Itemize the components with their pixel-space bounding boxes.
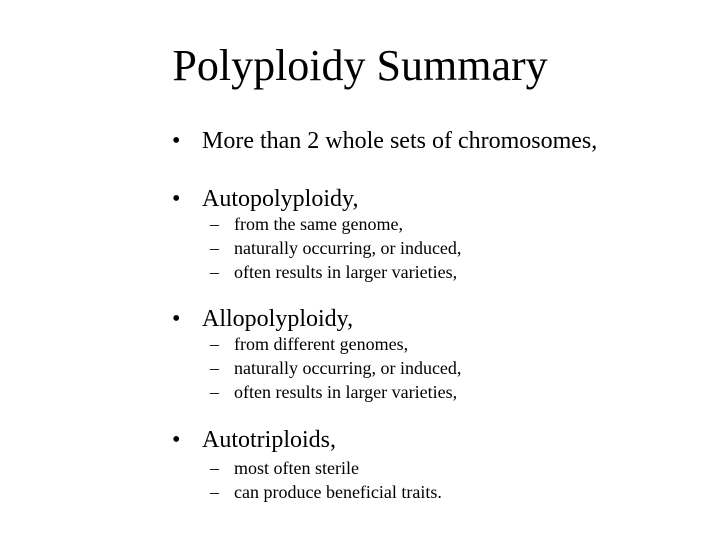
sub-bullet-item bbox=[210, 213, 403, 235]
bullet-text: Autotriploids, bbox=[202, 427, 337, 453]
bullet-item bbox=[172, 184, 358, 214]
bullet-dot: • bbox=[172, 306, 181, 332]
sub-bullet-dash: – bbox=[210, 358, 219, 378]
bullet-dot: • bbox=[172, 128, 181, 154]
bullet-item bbox=[172, 304, 353, 334]
bullet-text: More than 2 whole sets of chromosomes, bbox=[202, 128, 598, 154]
bullet-dot: • bbox=[172, 427, 181, 453]
bullet-text: Autopolyploidy, bbox=[202, 186, 359, 212]
bullet-item bbox=[172, 126, 597, 156]
sub-bullet-text: often results in larger varieties, bbox=[234, 262, 458, 282]
bullet-item bbox=[172, 425, 336, 455]
sub-bullet-item bbox=[210, 481, 442, 503]
slide-title: Polyploidy Summary bbox=[172, 41, 548, 90]
sub-bullet-text: from different genomes, bbox=[234, 334, 409, 354]
sub-bullet-dash: – bbox=[210, 458, 219, 478]
sub-bullet-dash: – bbox=[210, 262, 219, 282]
sub-bullet-text: often results in larger varieties, bbox=[234, 382, 458, 402]
sub-bullet-dash: – bbox=[210, 334, 219, 354]
sub-bullet-dash: – bbox=[210, 482, 219, 502]
sub-bullet-dash: – bbox=[210, 214, 219, 234]
sub-bullet-text: can produce beneficial traits. bbox=[234, 482, 442, 502]
sub-bullet-item bbox=[210, 261, 457, 283]
sub-bullet-item bbox=[210, 237, 461, 259]
sub-bullet-text: from the same genome, bbox=[234, 214, 403, 234]
bullet-dot: • bbox=[172, 186, 181, 212]
sub-bullet-item bbox=[210, 381, 457, 403]
sub-bullet-item bbox=[210, 457, 359, 479]
sub-bullet-dash: – bbox=[210, 382, 219, 402]
sub-bullet-dash: – bbox=[210, 238, 219, 258]
sub-bullet-item bbox=[210, 333, 408, 355]
sub-bullet-text: naturally occurring, or induced, bbox=[234, 238, 462, 258]
bullet-text: Allopolyploidy, bbox=[202, 306, 354, 332]
sub-bullet-item bbox=[210, 357, 461, 379]
sub-bullet-text: most often sterile bbox=[234, 458, 359, 478]
sub-bullet-text: naturally occurring, or induced, bbox=[234, 358, 462, 378]
